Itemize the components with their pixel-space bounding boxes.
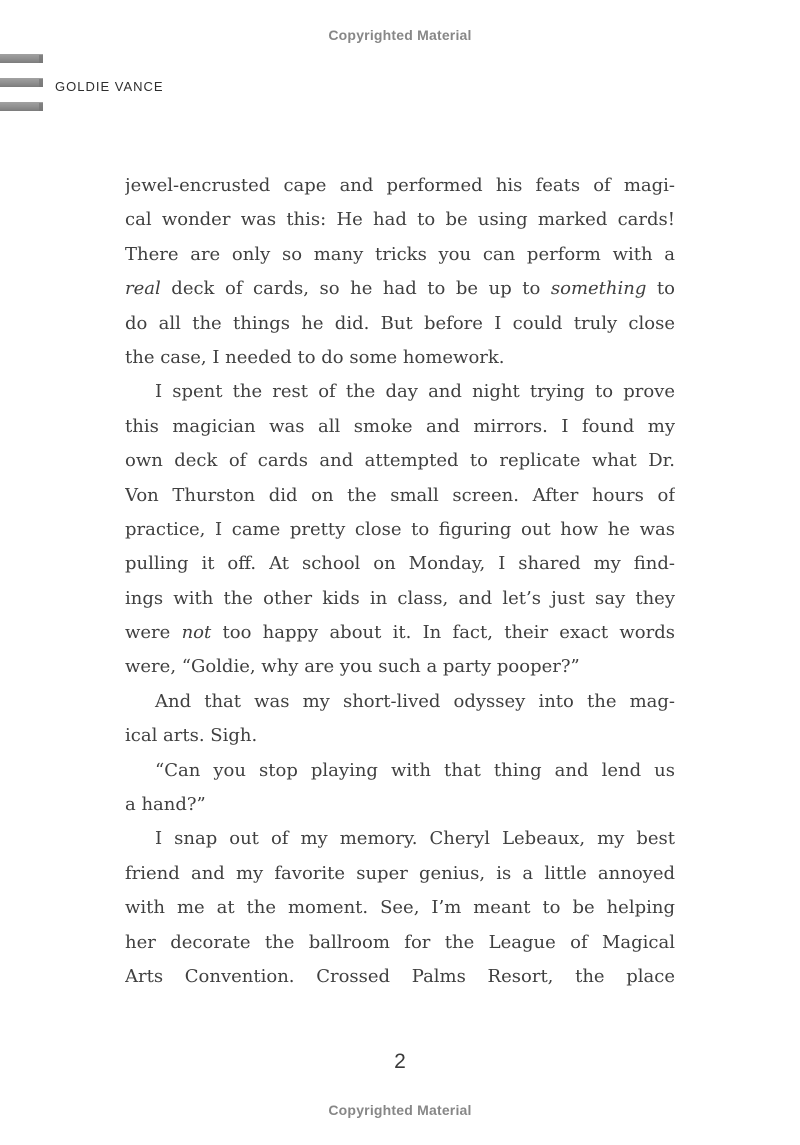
text-line: And that was my short-lived odyssey into the mag-: [155, 690, 675, 712]
text-line: ings with the other kids in class, and let’s just say they: [125, 587, 675, 609]
text-line: Von Thurston did on the small screen. After hours of: [125, 484, 675, 506]
copyright-notice-bottom: Copyrighted Material: [328, 1102, 472, 1118]
text-line: There are only so many tricks you can perform with a: [125, 243, 675, 265]
text-line: her decorate the ballroom for the League of Magical: [125, 931, 675, 953]
text-line: ical arts. Sigh.: [125, 725, 258, 747]
text-line: own deck of cards and attempted to replicate what Dr.: [125, 450, 675, 472]
text-line: I snap out of my memory. Cheryl Lebeaux, my best: [155, 828, 675, 850]
text-line: with me at the moment. See, I’m meant to be helping: [125, 897, 675, 919]
text-line: practice, I came pretty close to figuring out how he was: [125, 518, 675, 540]
text-line: I spent the rest of the day and night trying to prove: [155, 381, 675, 403]
text-line: jewel-encrusted cape and performed his feats of magi-: [125, 175, 675, 196]
publisher-bars-logo: [0, 54, 46, 112]
text-line: Arts Convention. Crossed Palms Resort, the place: [125, 965, 675, 987]
bar-icon: [0, 102, 43, 111]
body-text: [125, 169, 675, 994]
text-line: this magician was all smoke and mirrors. I found my: [125, 415, 675, 437]
bar-icon: [0, 54, 43, 63]
copyright-notice-top: Copyrighted Material: [328, 27, 472, 43]
page-number: 2: [394, 1050, 406, 1073]
text-line: real deck of cards, so he had to be up to something to: [125, 278, 675, 300]
text-line: were not too happy about it. In fact, their exact words: [125, 622, 675, 644]
text-line: cal wonder was this: He had to be using marked cards!: [125, 209, 675, 231]
text-line: “Can you stop playing with that thing and lend us: [155, 759, 675, 781]
text-line: a hand?”: [125, 794, 206, 816]
text-line: were, “Goldie, why are you such a party pooper?”: [125, 656, 580, 678]
running-header: GOLDIE VANCE: [55, 79, 164, 94]
text-line: do all the things he did. But before I could truly close: [125, 312, 675, 334]
text-line: pulling it off. At school on Monday, I shared my find-: [125, 553, 675, 575]
bar-icon: [0, 78, 43, 87]
text-line: friend and my favorite super genius, is a little annoyed: [125, 862, 675, 884]
text-line: the case, I needed to do some homework.: [125, 346, 505, 368]
